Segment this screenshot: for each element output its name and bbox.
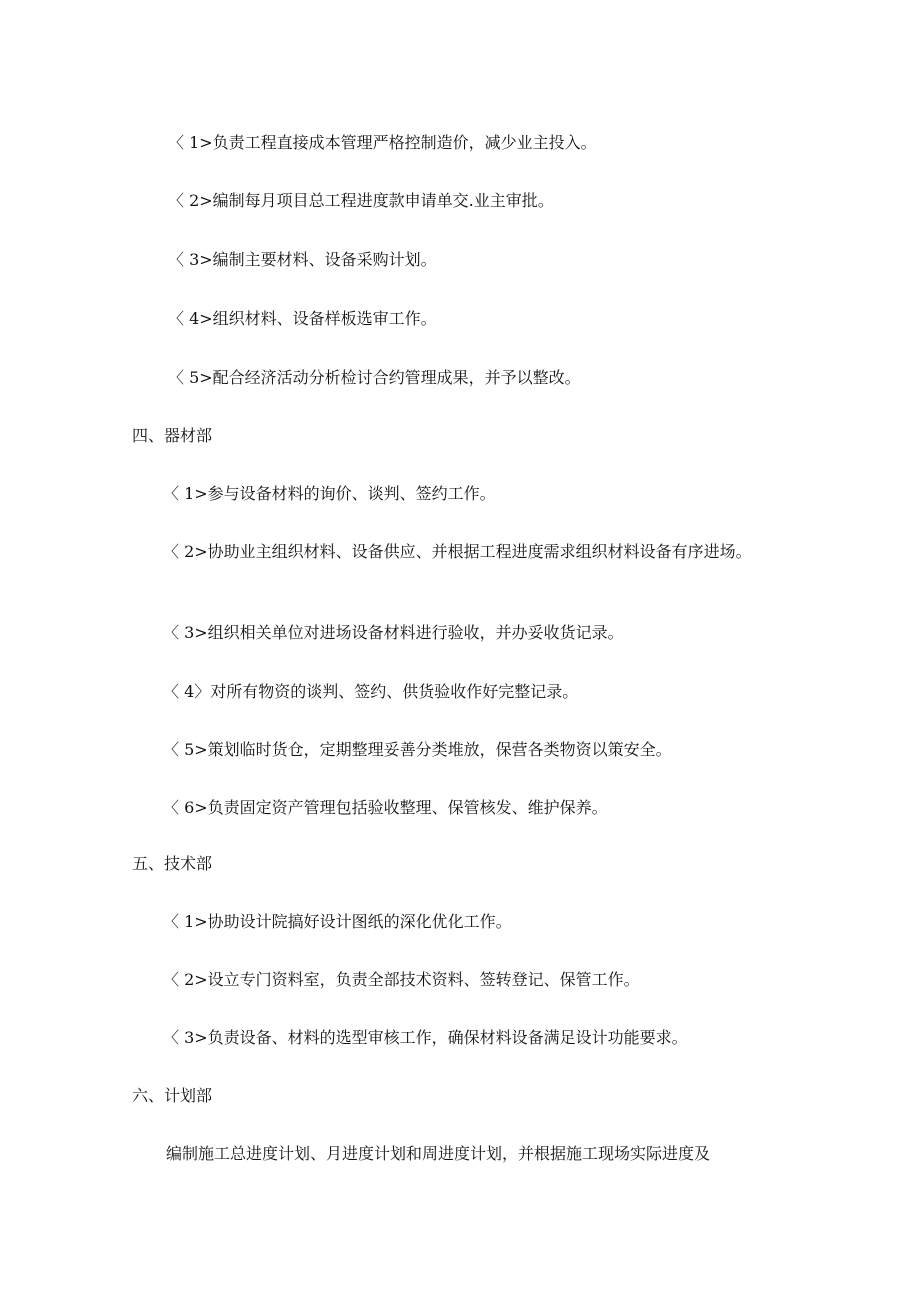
section4-item-2: 〈 2>协助业主组织材料、设备供应、并根据工程进度需求组织材料设备有序进场。 <box>163 542 752 561</box>
section4-item-1: 〈 1>参与设备材料的询价、谈判、签约工作。 <box>163 484 496 503</box>
section3-item-3: 〈 3>编制主要材料、设备采购计划。 <box>168 250 437 269</box>
section3-item-5: 〈 5>配合经济活动分析检讨合约管理成果，并予以整改。 <box>168 368 581 387</box>
section5-heading: 五、技术部 <box>132 854 213 873</box>
section4-item-6: 〈 6>负责固定资产管理包括验收整理、保管核发、维护保养。 <box>163 798 608 817</box>
section4-item-4: 〈 4〉对所有物资的谈判、签约、供货验收作好完整记录。 <box>163 682 579 701</box>
section5-item-3: 〈 3>负责设备、材料的选型审核工作，确保材料设备满足设计功能要求。 <box>163 1028 688 1047</box>
section5-item-1: 〈 1>协助设计院搞好设计图纸的深化优化工作。 <box>163 912 512 931</box>
section4-heading: 四、器材部 <box>132 426 213 445</box>
section3-item-2: 〈 2>编制每月项目总工程进度款申请单交.业主审批。 <box>168 191 554 210</box>
section4-item-5: 〈 5>策划临时货仓，定期整理妥善分类堆放，保营各类物资以策安全。 <box>163 740 672 759</box>
section3-item-1: 〈 1>负责工程直接成本管理严格控制造价，减少业主投入。 <box>168 133 597 152</box>
section3-item-4: 〈 4>组织材料、设备样板选审工作。 <box>168 309 437 328</box>
section6-paragraph: 编制施工总进度计划、月进度计划和周进度计划，并根据施工现场实际进度及 <box>166 1144 711 1163</box>
section6-heading: 六、计划部 <box>132 1086 213 1105</box>
section5-item-2: 〈 2>设立专门资料室，负责全部技术资料、签转登记、保管工作。 <box>163 970 640 989</box>
section4-item-3: 〈 3>组织相关单位对进场设备材料进行验收，并办妥收货记录。 <box>163 623 624 642</box>
